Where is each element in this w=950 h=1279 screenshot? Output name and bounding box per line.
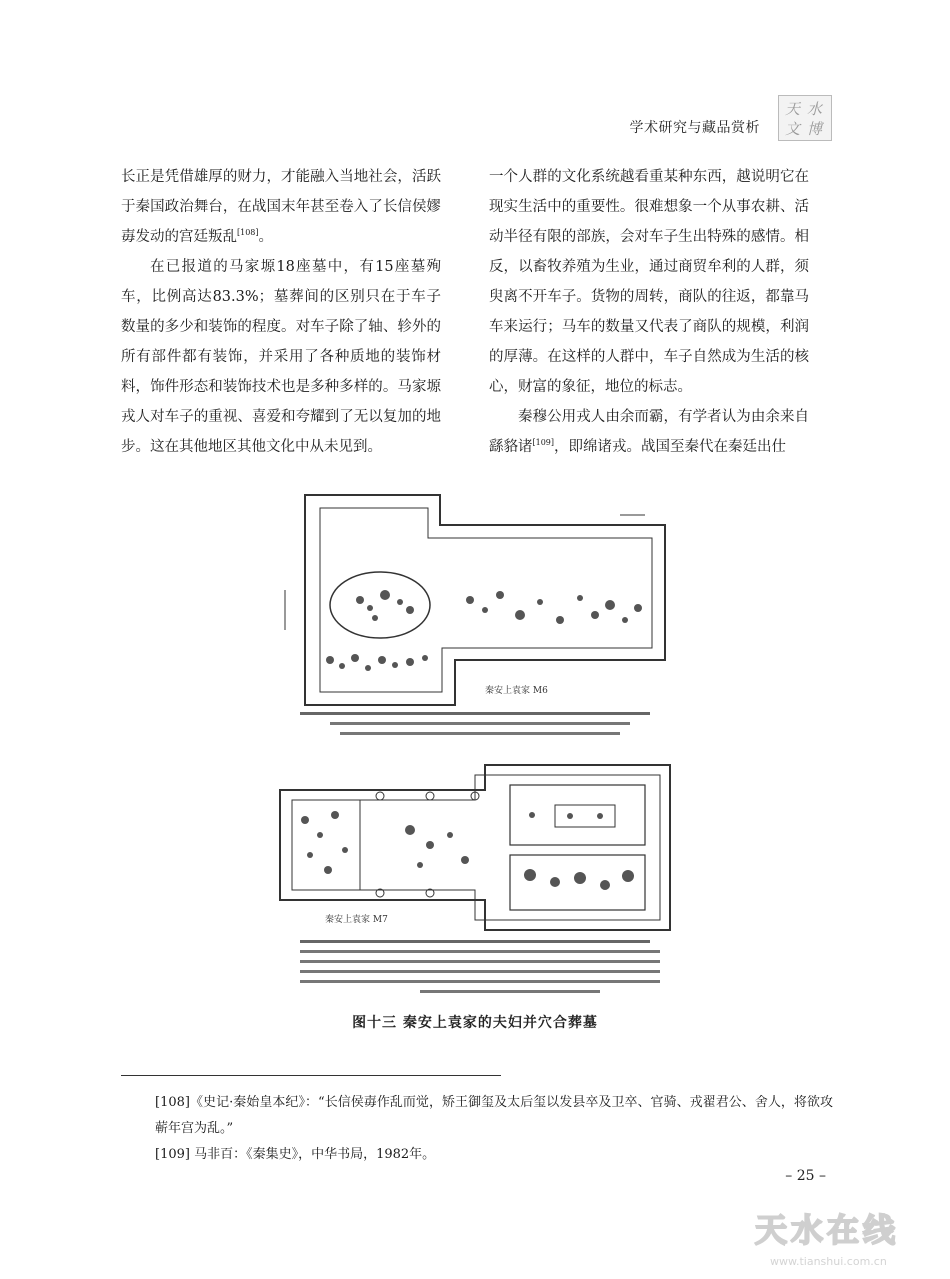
tomb-plan-figure <box>270 490 680 1020</box>
footnote-108: [108]《史记·秦始皇本纪》：“长信侯毐作乱而觉，矫王御玺及太后玺以发县卒及卫卒、官骑、戎翟君公、舍人，将欲攻蕲年宫为乱。” <box>155 1095 833 1136</box>
site-watermark <box>750 1203 930 1273</box>
left-column <box>121 162 441 462</box>
journal-logo: 天 水 文 博 <box>778 95 832 141</box>
paragraph: 长正是凭借雄厚的财力，才能融入当地社会，活跃于秦国政治舞台，在战国末年甚至卷入了长信侯嫪毐发动的宫廷叛乱[108]。 <box>121 169 441 245</box>
page-header <box>0 95 950 145</box>
footnote-109: [109] 马非百：《秦集史》，中华书局，1982年。 <box>155 1147 436 1162</box>
footnote-ref[interactable]: [108] <box>237 228 259 238</box>
footnote-ref[interactable]: [109] <box>532 438 555 448</box>
tomb-plan-drawing <box>270 490 680 1020</box>
watermark-text: 天水在线 <box>755 1211 900 1249</box>
m7-label: 秦安上袁家 M7 <box>325 915 388 925</box>
section-title: 学术研究与藏品赏析 <box>629 120 760 136</box>
watermark-url: www.tianshui.com.cn <box>770 1255 887 1268</box>
tomb-m6-plan <box>285 495 665 705</box>
tomb-m7-plan <box>280 765 670 930</box>
footnote-divider <box>121 1075 501 1076</box>
figure-caption: 图十三 秦安上袁家的夫妇并穴合葬墓 <box>352 1015 598 1031</box>
paragraph: 一个人群的文化系统越看重某种东西，越说明它在现实生活中的重要性。很难想象一个从事农耕、活动半径有限的部族，会对车子生出特殊的感情。相反，以畜牧养殖为生业，通过商贸牟利的人群，须臾离不开车子。货物的周转，商队的往返，都靠马车来运行；马车的数量又代表了商队的规模，利润的厚薄。在这样的人群中，车子自然成为生活的核心，财富的象征，地位的标志。 <box>489 169 809 395</box>
m6-legend <box>300 712 650 735</box>
page-number: – 25 – <box>785 1168 826 1184</box>
right-column <box>489 162 809 462</box>
m6-label: 秦安上袁家 M6 <box>485 686 548 696</box>
footnotes <box>121 1090 833 1168</box>
paragraph: 秦穆公用戎人由余而霸，有学者认为由余来自繇貉诸[109]，即绵诸戎。战国至秦代在秦廷出仕 <box>489 409 809 455</box>
paragraph: 在已报道的马家塬18座墓中，有15座墓殉车，比例高达83.3%；墓葬间的区别只在于车子数量的多少和装饰的程度。对车子除了轴、轸外的所有部件都有装饰，并采用了各种质地的装饰材料，饰件形态和装饰技术也是多种多样的。马家塬戎人对车子的重视、喜爱和夸耀到了无以复加的地步。这在其他地区其他文化中从未见到。 <box>121 259 441 455</box>
m7-legend <box>300 940 660 993</box>
